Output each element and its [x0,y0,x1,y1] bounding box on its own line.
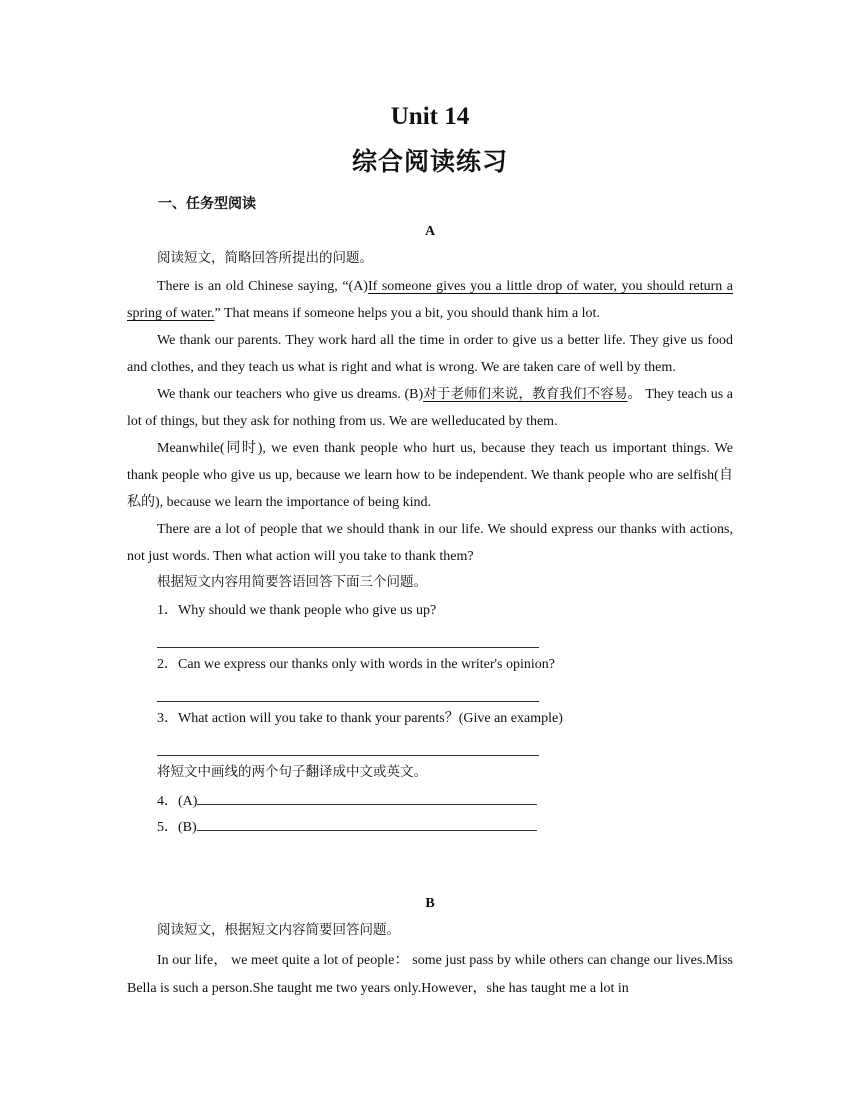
passage-a-paragraph-2: We thank our parents. They work hard all the time in order to give us a better life. They give us food and clothes, and they teach us what is right and what is wrong. We are taken care of well by them. [127,332,733,375]
passage-a-paragraph-5: There are a lot of people that we should thank in our life. We should express our thanks with actions, not just words. Then what action will you take to thank them? [127,521,733,564]
worksheet-title: 综合阅读练习 [351,147,508,176]
translate-instruction: 将短文中画线的两个句子翻译成中文或英文。 [157,764,427,781]
passage-b-letter: B [425,896,435,911]
underlined-sentence-b: 对于老师们来说，教育我们不容易 [423,385,628,402]
answer-line-5[interactable] [197,816,537,831]
passage-a-paragraph-1: There is an old Chinese saying, “(A)If someone gives you a little drop of water, you should return a spring of water.” That means if someone helps you a bit, you should thank him a lot. [127,278,734,321]
question-5: 5．(B) [127,815,733,841]
unit-title: Unit 14 [390,103,470,130]
passage-a-paragraph-4: Meanwhile(同时), we even thank people who hurt us, because they teach us important things. We thank people who give us up, because we learn how to be independent. We thank people who are selfish(自私的), because we learn the importance of being kind. [127,440,733,510]
question-2: 2．Can we express our thanks only with words in the writer's opinion? [157,657,555,673]
answer-line-4[interactable] [197,790,537,805]
question-1: 1．Why should we thank people who give us up? [157,603,437,619]
questions-instruction: 根据短文内容用简要答语回答下面三个问题。 [157,573,427,590]
answer-line-1[interactable] [157,624,539,648]
passage-b [127,918,733,1003]
question-4: 4．(A) [127,789,733,815]
underlined-sentence-a: If someone gives you a little drop of water, you should return a spring of water. [127,278,734,321]
passage-a-instruction: 阅读短文，简略回答所提出的问题。 [157,250,373,266]
passage-b-paragraph-1: In our life， we meet quite a lot of people： some just pass by while others can change our lives.Miss Bella is such a person.She taught me two years only.However，she has taught me a lot in [127,952,733,996]
passage-a-letter: A [424,224,436,239]
passage-a-paragraph-3: We thank our teachers who give us dreams. (B)对于老师们来说，教育我们不容易。 They teach us a lot of things, but they ask for nothing from us. We are welleducated by them. [127,385,734,429]
answer-line-3[interactable] [157,732,539,756]
section-heading: 一、任务型阅读 [158,196,256,212]
question-3: 3．What action will you take to thank your parents？(Give an example) [157,711,563,727]
answer-line-2[interactable] [157,678,539,702]
passage-b-instruction: 阅读短文，根据短文内容简要回答问题。 [157,922,400,938]
passage-a [127,246,733,841]
